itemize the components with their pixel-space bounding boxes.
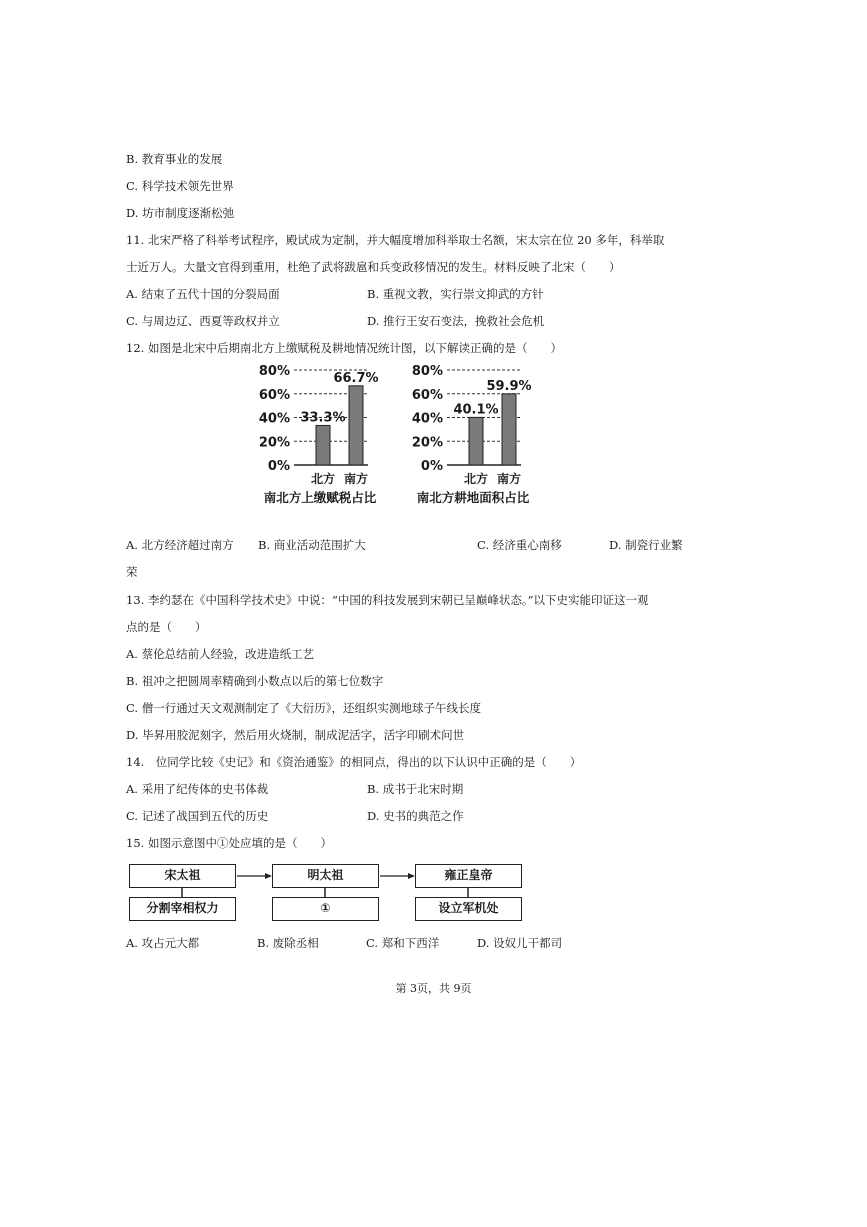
q14-option-a: A. 采用了纪传体的史书体裁	[126, 782, 269, 796]
chart-title: 南北方上缴赋税占比	[263, 490, 377, 505]
q12-option-b: B. 商业活动范围扩大	[258, 538, 366, 552]
q15-option-b: B. 废除丞相	[257, 936, 319, 950]
x-category-label: 北方	[310, 472, 336, 486]
q13-option-b: B. 祖冲之把圆周率精确到小数点以后的第七位数字	[126, 674, 384, 688]
diagram-box-yongzheng: 雍正皇帝	[415, 864, 522, 888]
y-tick-label: 80%	[258, 364, 290, 379]
q15-option-a: A. 攻占元大都	[126, 936, 200, 950]
q12-option-a: A. 北方经济超过南方	[126, 538, 234, 552]
bar-value-label: 33.3%	[300, 410, 346, 426]
q12-stem: 12. 如图是北宋中后期南北方上缴赋税及耕地情况统计图，以下解读正确的是（ ）	[126, 341, 562, 355]
x-category-label: 南方	[343, 472, 369, 486]
q12-option-d-wrap: 荣	[126, 565, 138, 579]
q10-option-b: B. 教育事业的发展	[126, 152, 223, 166]
chart-title: 南北方耕地面积占比	[416, 490, 530, 505]
q11-option-d: D. 推行王安石变法，挽救社会危机	[367, 314, 545, 328]
q10-option-d: D. 坊市制度逐渐松弛	[126, 206, 235, 220]
q10-option-c: C. 科学技术领先世界	[126, 179, 234, 193]
q14-option-c: C. 记述了战国到五代的历史	[126, 809, 269, 823]
diagram-box-blank-1: ①	[272, 897, 379, 921]
q11-stem-line1: 11. 北宋严格了科举考试程序，殿试成为定制，并大幅度增加科举取士名额，宋太宗在位 20 多年，科举取	[126, 233, 665, 247]
q13-option-a: A. 蔡伦总结前人经验，改进造纸工艺	[126, 647, 315, 661]
q11-stem-line2: 士近万人。大量文官得到重用，杜绝了武将跋扈和兵变政移情况的发生。材料反映了北宋（ ）	[126, 260, 621, 274]
y-tick-label: 20%	[411, 435, 443, 451]
y-tick-label: 40%	[258, 411, 290, 427]
page-footer: 第 3页，共 9页	[395, 982, 472, 995]
q13-stem-line2: 点的是（ ）	[126, 620, 207, 634]
q14-stem: 14. 位同学比较《史记》和《资治通鉴》的相同点，得出的以下认识中正确的是（ ）	[126, 755, 582, 769]
bar-value-label: 59.9%	[486, 378, 532, 394]
y-tick-label: 60%	[411, 387, 443, 403]
x-category-label: 北方	[463, 472, 489, 486]
diagram-box-song-result: 分割宰相权力	[129, 897, 236, 921]
q11-option-c: C. 与周边辽、西夏等政权并立	[126, 314, 280, 328]
q11-option-b: B. 重视文教，实行崇文抑武的方针	[367, 287, 544, 301]
arrow-right-icon	[408, 873, 415, 879]
q15-option-c: C. 郑和下西洋	[366, 936, 440, 950]
y-tick-label: 0%	[267, 459, 290, 474]
q14-option-d: D. 史书的典范之作	[367, 809, 464, 823]
arrow-right-icon	[265, 873, 272, 879]
y-tick-label: 0%	[420, 459, 443, 474]
q13-stem-line1: 13. 李约瑟在《中国科学技术史》中说：“中国的科技发展到宋朝已呈巅峰状态。”以下史实能印证这一观	[126, 593, 649, 607]
q13-option-d: D. 毕昇用胶泥刻字，然后用火烧制，制成泥活字，活字印刷术问世	[126, 728, 465, 742]
bar-value-label: 40.1%	[453, 402, 499, 418]
bar-value-label: 66.7%	[333, 370, 379, 386]
y-tick-label: 60%	[258, 387, 290, 403]
q15-options-row	[126, 935, 746, 951]
y-tick-label: 20%	[258, 435, 290, 451]
q13-option-c: C. 僧一行通过天文观测制定了《大衍历》，还组织实测地球子午线长度	[126, 701, 481, 715]
q15-stem: 15. 如图示意图中①处应填的是（ ）	[126, 836, 332, 850]
diagram-box-yongzheng-result: 设立军机处	[415, 897, 522, 921]
y-tick-label: 80%	[411, 364, 443, 379]
q12-option-d: D. 制瓷行业繁	[609, 538, 683, 552]
q12-option-c: C. 经济重心南移	[477, 538, 562, 552]
diagram-box-song-taizu: 宋太祖	[129, 864, 236, 888]
y-tick-label: 40%	[411, 411, 443, 427]
q11-option-a: A. 结束了五代十国的分裂局面	[126, 287, 280, 301]
diagram-box-ming-taizu: 明太祖	[272, 864, 379, 888]
q14-option-b: B. 成书于北宋时期	[367, 782, 464, 796]
x-category-label: 南方	[496, 472, 522, 486]
q15-option-d: D. 设奴儿干都司	[477, 936, 563, 950]
